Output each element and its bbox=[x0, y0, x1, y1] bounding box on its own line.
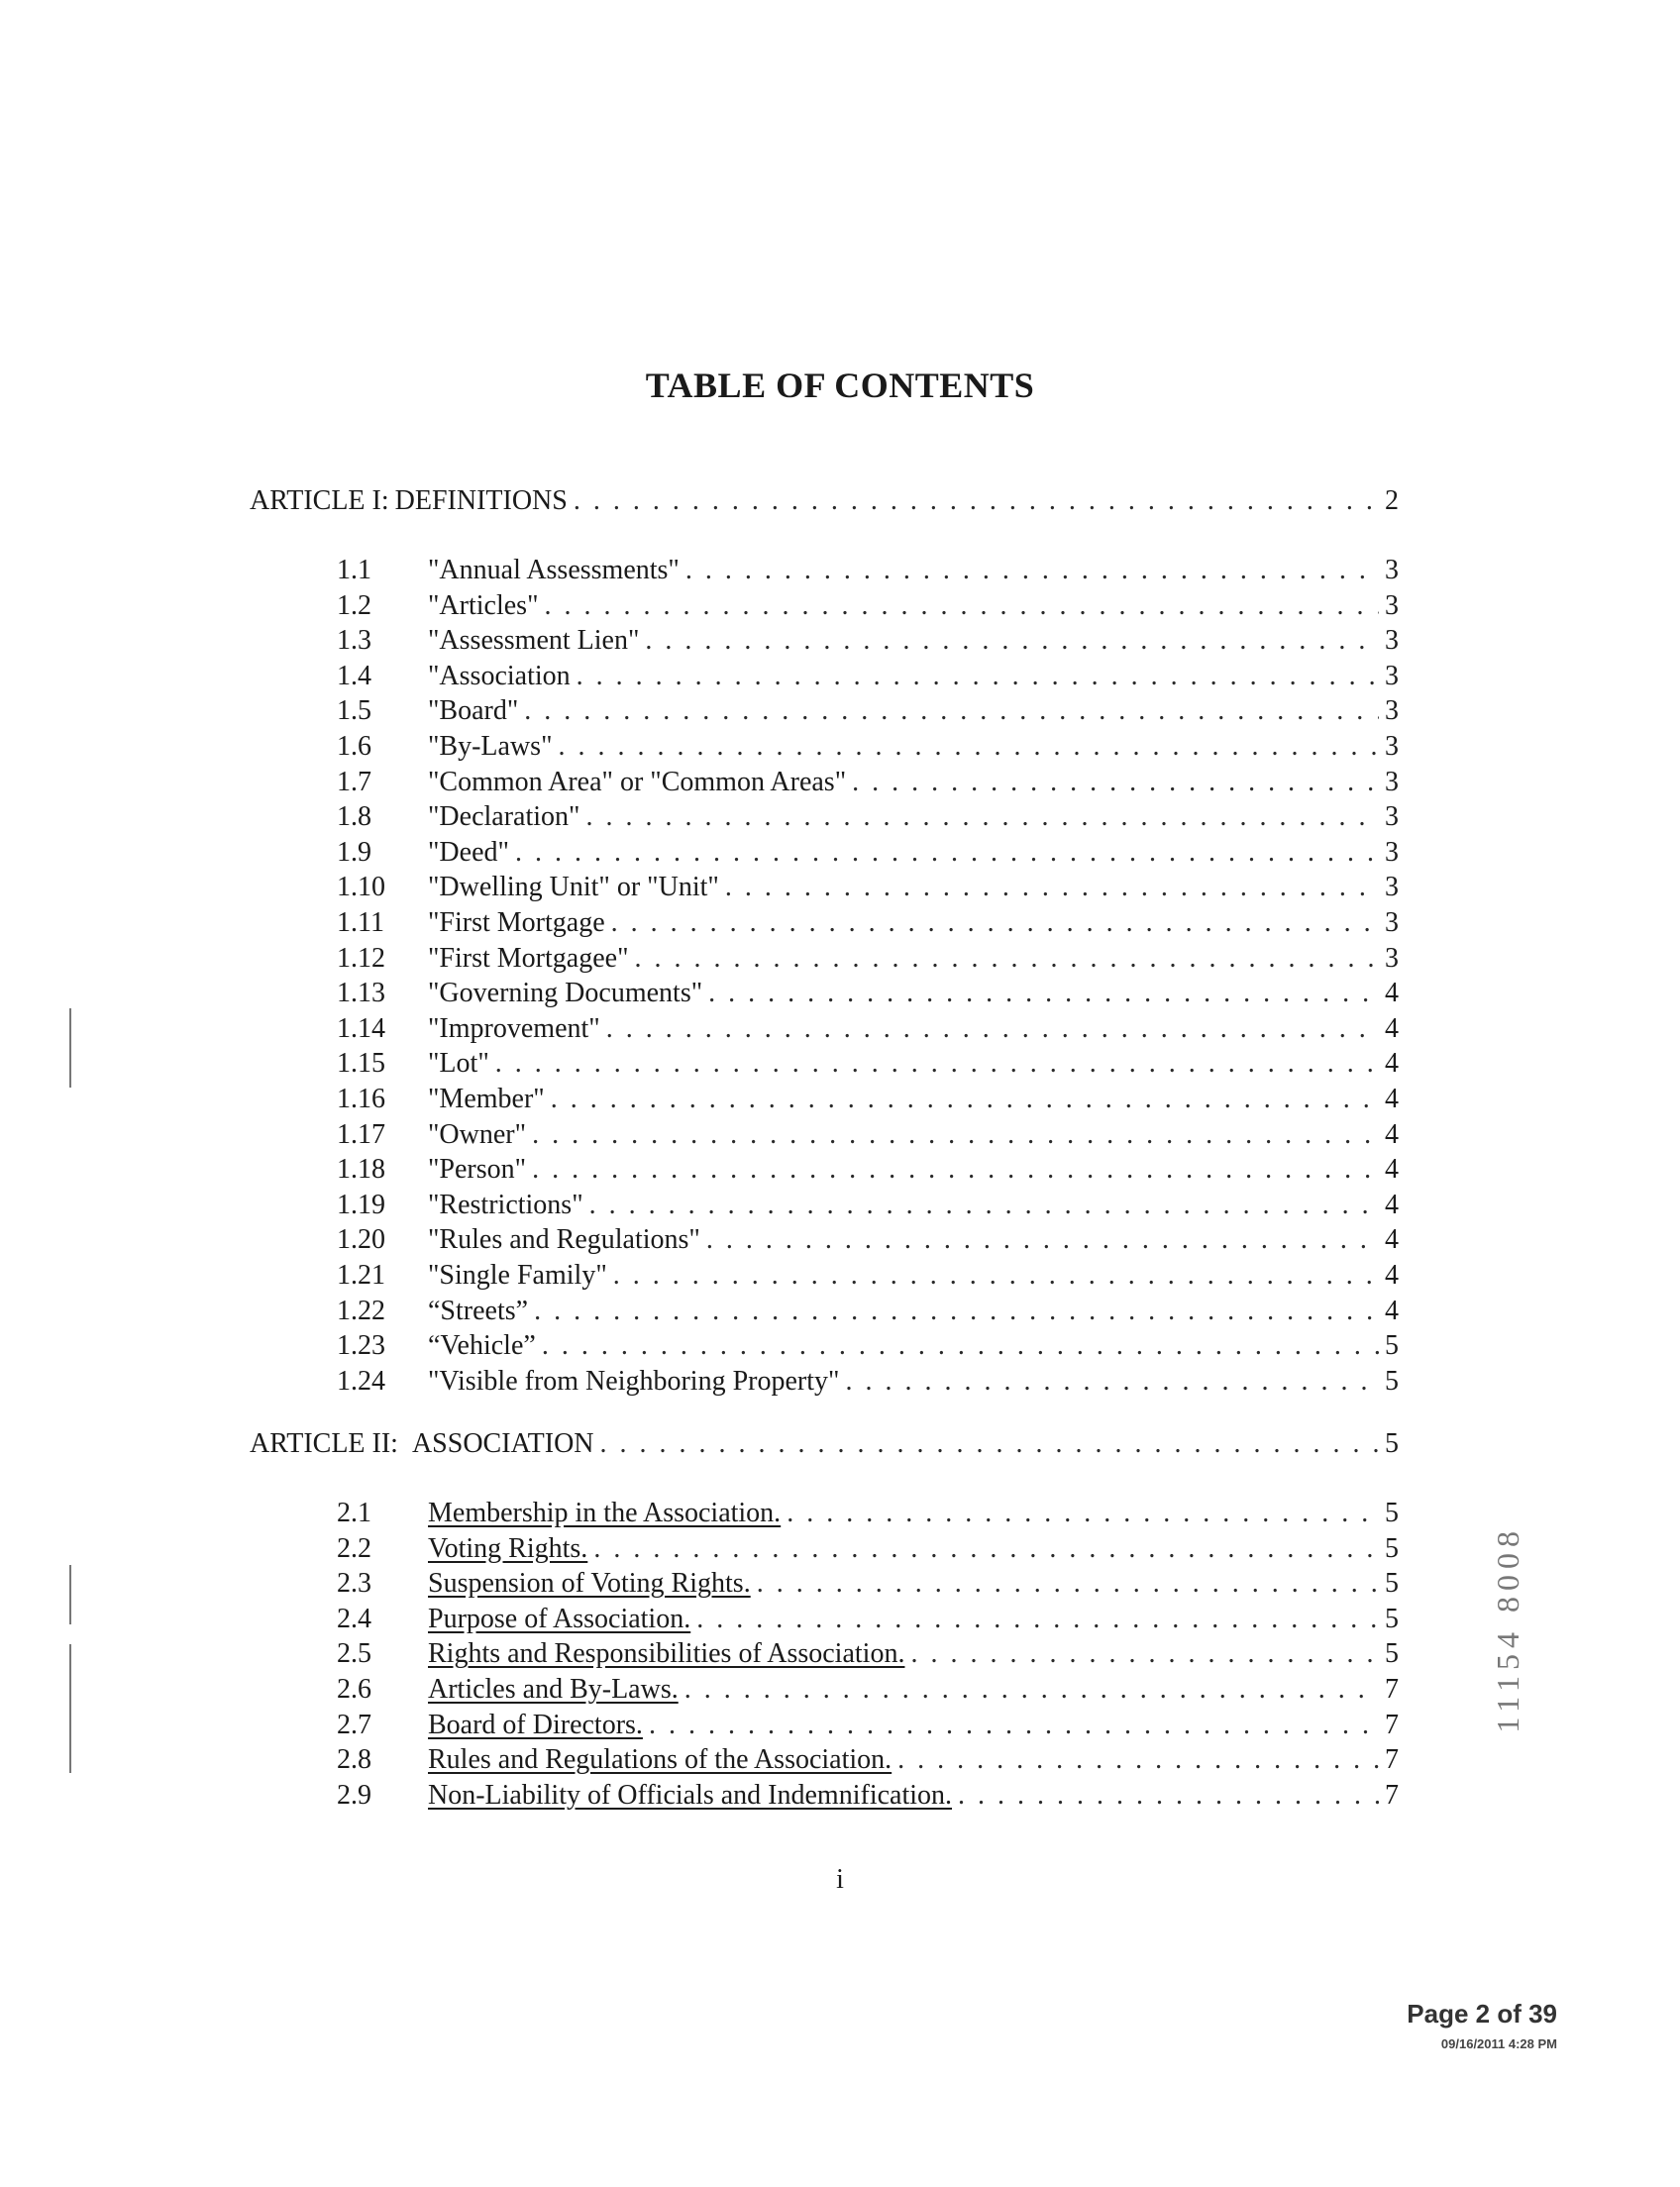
toc-section-entry bbox=[337, 870, 1399, 905]
page-number: 4 bbox=[1385, 1012, 1399, 1044]
page-number: 3 bbox=[1385, 660, 1399, 691]
toc-section-entry bbox=[337, 1117, 1399, 1153]
leader-dots bbox=[606, 1011, 1379, 1047]
section-number: 2.3 bbox=[337, 1568, 371, 1600]
section-title: "Owner" bbox=[428, 1118, 527, 1150]
section-title: Non-Liability of Officials and Indemnification. bbox=[428, 1779, 953, 1811]
section-number: 1.17 bbox=[337, 1118, 385, 1150]
leader-dots bbox=[685, 553, 1379, 588]
section-number: 1.6 bbox=[337, 731, 371, 762]
toc-section-entry bbox=[337, 1531, 1399, 1567]
section-number: 1.14 bbox=[337, 1012, 385, 1044]
section-title: "Single Family" bbox=[428, 1260, 607, 1291]
leader-dots bbox=[649, 1708, 1379, 1743]
page-number: 5 bbox=[1385, 1330, 1399, 1362]
section-number: 2.9 bbox=[337, 1779, 371, 1811]
leader-dots bbox=[645, 623, 1379, 659]
page-number: 3 bbox=[1385, 766, 1399, 797]
page-number: 4 bbox=[1385, 1084, 1399, 1114]
toc-section-entry bbox=[337, 905, 1399, 941]
toc-section-entry bbox=[337, 1011, 1399, 1047]
page-number: 5 bbox=[1385, 1532, 1399, 1564]
page-number: 4 bbox=[1385, 1295, 1399, 1326]
page-number: 4 bbox=[1385, 1260, 1399, 1291]
page-number: 3 bbox=[1385, 872, 1399, 903]
leader-dots bbox=[585, 799, 1379, 835]
toc-section-entry bbox=[337, 553, 1399, 588]
leader-dots bbox=[958, 1778, 1379, 1814]
leader-dots bbox=[600, 1426, 1379, 1462]
section-number: 1.24 bbox=[337, 1365, 385, 1397]
section-number: 2.6 bbox=[337, 1674, 371, 1705]
section-number: 1.9 bbox=[337, 836, 371, 868]
article-entry bbox=[250, 483, 1399, 519]
toc-section-entry bbox=[337, 1294, 1399, 1329]
section-title: "Member" bbox=[428, 1084, 545, 1114]
article-entry bbox=[250, 1426, 1399, 1462]
leader-dots bbox=[757, 1566, 1379, 1602]
section-title: "Restrictions" bbox=[428, 1189, 583, 1220]
page-number: 7 bbox=[1385, 1674, 1399, 1705]
toc-section-entry bbox=[337, 1258, 1399, 1294]
section-title: Suspension of Voting Rights. bbox=[428, 1568, 751, 1600]
page-number: 5 bbox=[1385, 1603, 1399, 1634]
page-number: 3 bbox=[1385, 555, 1399, 585]
leader-dots bbox=[696, 1602, 1379, 1637]
toc-section-entry bbox=[337, 835, 1399, 871]
section-number: 1.21 bbox=[337, 1260, 385, 1291]
leader-dots bbox=[524, 693, 1379, 729]
section-number: 1.12 bbox=[337, 942, 385, 974]
article-title: ASSOCIATION bbox=[411, 1428, 594, 1459]
side-stamp-number: 11154 8008 bbox=[1490, 1525, 1525, 1733]
section-number: 2.7 bbox=[337, 1709, 371, 1740]
section-number: 1.20 bbox=[337, 1224, 385, 1256]
section-number: 1.13 bbox=[337, 978, 385, 1009]
leader-dots bbox=[532, 1152, 1379, 1188]
section-title: Board of Directors. bbox=[428, 1709, 643, 1740]
section-title: "By-Laws" bbox=[428, 731, 553, 762]
page-number: 3 bbox=[1385, 907, 1399, 938]
section-number: 2.1 bbox=[337, 1498, 371, 1528]
page-number: 3 bbox=[1385, 942, 1399, 974]
page-number: 4 bbox=[1385, 1224, 1399, 1256]
toc-section-entry bbox=[337, 1364, 1399, 1400]
section-number: 1.10 bbox=[337, 872, 385, 903]
section-title: "Visible from Neighboring Property" bbox=[428, 1365, 840, 1397]
toc-section-entry bbox=[337, 1636, 1399, 1672]
leader-dots bbox=[613, 1258, 1379, 1294]
section-number: 1.5 bbox=[337, 695, 371, 727]
page-footer-roman-numeral: i bbox=[836, 1864, 844, 1895]
section-title: "Association bbox=[428, 660, 571, 691]
toc-section-entry bbox=[337, 1708, 1399, 1743]
page-count-label: Page 2 of 39 bbox=[1407, 1999, 1557, 2029]
section-number: 1.2 bbox=[337, 589, 371, 621]
toc-section-entry bbox=[337, 1566, 1399, 1602]
section-title: "Articles" bbox=[428, 589, 539, 621]
section-title: "Common Area" or "Common Areas" bbox=[428, 766, 847, 797]
margin-scan-mark bbox=[69, 1644, 71, 1773]
toc-section-entry bbox=[337, 1742, 1399, 1778]
section-title: "Dwelling Unit" or "Unit" bbox=[428, 872, 719, 903]
leader-dots bbox=[574, 483, 1379, 519]
toc-section-entry bbox=[337, 1496, 1399, 1531]
section-number: 1.1 bbox=[337, 555, 371, 585]
section-number: 1.16 bbox=[337, 1084, 385, 1114]
toc-section-entry bbox=[337, 1602, 1399, 1637]
page-number: 5 bbox=[1385, 1365, 1399, 1397]
section-title: "Lot" bbox=[428, 1048, 489, 1080]
page-title: TABLE OF CONTENTS bbox=[645, 365, 1035, 405]
leader-dots bbox=[559, 729, 1379, 765]
leader-dots bbox=[551, 1082, 1379, 1117]
toc-section-entry bbox=[337, 1328, 1399, 1364]
toc-section-entry bbox=[337, 693, 1399, 729]
page-number: 4 bbox=[1385, 1048, 1399, 1080]
page-number: 4 bbox=[1385, 1118, 1399, 1150]
section-title: Articles and By-Laws. bbox=[428, 1674, 679, 1705]
page-number: 3 bbox=[1385, 695, 1399, 727]
leader-dots bbox=[589, 1188, 1379, 1223]
section-title: "Improvement" bbox=[428, 1012, 600, 1044]
leader-dots bbox=[532, 1117, 1379, 1153]
page-number: 7 bbox=[1385, 1744, 1399, 1776]
toc-section-entry bbox=[337, 659, 1399, 694]
leader-dots bbox=[787, 1496, 1379, 1531]
toc-section-entry bbox=[337, 1672, 1399, 1708]
page-number: 7 bbox=[1385, 1779, 1399, 1811]
leader-dots bbox=[684, 1672, 1379, 1708]
section-title: Rights and Responsibilities of Association. bbox=[428, 1638, 905, 1670]
leader-dots bbox=[534, 1294, 1379, 1329]
section-number: 1.23 bbox=[337, 1330, 385, 1362]
toc-section-entry bbox=[337, 765, 1399, 800]
toc-section-entry bbox=[337, 729, 1399, 765]
section-number: 1.4 bbox=[337, 660, 371, 691]
section-title: "Deed" bbox=[428, 836, 509, 868]
article-label: ARTICLE II: bbox=[250, 1428, 398, 1459]
print-timestamp: 09/16/2011 4:28 PM bbox=[1440, 2036, 1557, 2051]
leader-dots bbox=[706, 1222, 1379, 1258]
page-number: 3 bbox=[1385, 625, 1399, 657]
toc-section-entry bbox=[337, 799, 1399, 835]
section-number: 1.8 bbox=[337, 801, 371, 833]
leader-dots bbox=[577, 659, 1379, 694]
toc-section-entry bbox=[337, 941, 1399, 977]
section-title: "Annual Assessments" bbox=[428, 555, 680, 585]
toc-section-entry bbox=[337, 1188, 1399, 1223]
section-title: “Streets” bbox=[428, 1295, 529, 1326]
page-number: 5 bbox=[1385, 1428, 1399, 1459]
section-number: 2.8 bbox=[337, 1744, 371, 1776]
toc-section-entry bbox=[337, 1152, 1399, 1188]
leader-dots bbox=[852, 765, 1379, 800]
section-number: 1.11 bbox=[337, 907, 384, 938]
leader-dots bbox=[635, 941, 1380, 977]
section-title: "First Mortgage bbox=[428, 907, 605, 938]
page-number: 3 bbox=[1385, 801, 1399, 833]
section-title: "First Mortgagee" bbox=[428, 942, 629, 974]
margin-scan-mark bbox=[69, 1008, 71, 1088]
page-number: 4 bbox=[1385, 1189, 1399, 1220]
leader-dots bbox=[593, 1531, 1379, 1567]
toc-section-entry bbox=[337, 623, 1399, 659]
leader-dots bbox=[495, 1046, 1379, 1082]
section-number: 1.18 bbox=[337, 1154, 385, 1186]
page-number: 2 bbox=[1385, 485, 1399, 516]
leader-dots bbox=[897, 1742, 1379, 1778]
margin-scan-mark bbox=[69, 1565, 71, 1624]
toc-section-entry bbox=[337, 1222, 1399, 1258]
section-title: Purpose of Association. bbox=[428, 1603, 691, 1634]
article-label: ARTICLE I: bbox=[250, 485, 389, 516]
toc-section-entry bbox=[337, 1046, 1399, 1082]
page-number: 4 bbox=[1385, 978, 1399, 1009]
section-title: "Board" bbox=[428, 695, 519, 727]
leader-dots bbox=[515, 835, 1379, 871]
page-number: 3 bbox=[1385, 836, 1399, 868]
page-number: 3 bbox=[1385, 731, 1399, 762]
section-title: “Vehicle” bbox=[428, 1330, 536, 1362]
leader-dots bbox=[542, 1328, 1379, 1364]
article-title: DEFINITIONS bbox=[394, 485, 568, 516]
page-number: 7 bbox=[1385, 1709, 1399, 1740]
section-number: 1.3 bbox=[337, 625, 371, 657]
section-number: 1.22 bbox=[337, 1295, 385, 1326]
section-title: "Person" bbox=[428, 1154, 527, 1186]
toc-section-entry bbox=[337, 1082, 1399, 1117]
section-title: "Rules and Regulations" bbox=[428, 1224, 700, 1256]
page-number: 5 bbox=[1385, 1568, 1399, 1600]
section-number: 2.5 bbox=[337, 1638, 371, 1670]
section-title: "Assessment Lien" bbox=[428, 625, 640, 657]
section-number: 1.7 bbox=[337, 766, 371, 797]
leader-dots bbox=[910, 1636, 1379, 1672]
toc-section-entry bbox=[337, 976, 1399, 1011]
leader-dots bbox=[725, 870, 1379, 905]
section-title: "Declaration" bbox=[428, 801, 580, 833]
section-title: Membership in the Association. bbox=[428, 1498, 782, 1528]
page-number: 3 bbox=[1385, 589, 1399, 621]
section-title: "Governing Documents" bbox=[428, 978, 703, 1009]
toc-section-entry bbox=[337, 1778, 1399, 1814]
section-title: Rules and Regulations of the Association. bbox=[428, 1744, 892, 1776]
leader-dots bbox=[545, 588, 1380, 624]
page-number: 4 bbox=[1385, 1154, 1399, 1186]
page-number: 5 bbox=[1385, 1498, 1399, 1528]
page-number: 5 bbox=[1385, 1638, 1399, 1670]
leader-dots bbox=[611, 905, 1379, 941]
section-number: 2.4 bbox=[337, 1603, 371, 1634]
section-number: 1.19 bbox=[337, 1189, 385, 1220]
section-number: 1.15 bbox=[337, 1048, 385, 1080]
leader-dots bbox=[845, 1364, 1379, 1400]
section-title: Voting Rights. bbox=[428, 1532, 588, 1564]
leader-dots bbox=[708, 976, 1379, 1011]
section-number: 2.2 bbox=[337, 1532, 371, 1564]
toc-section-entry bbox=[337, 588, 1399, 624]
